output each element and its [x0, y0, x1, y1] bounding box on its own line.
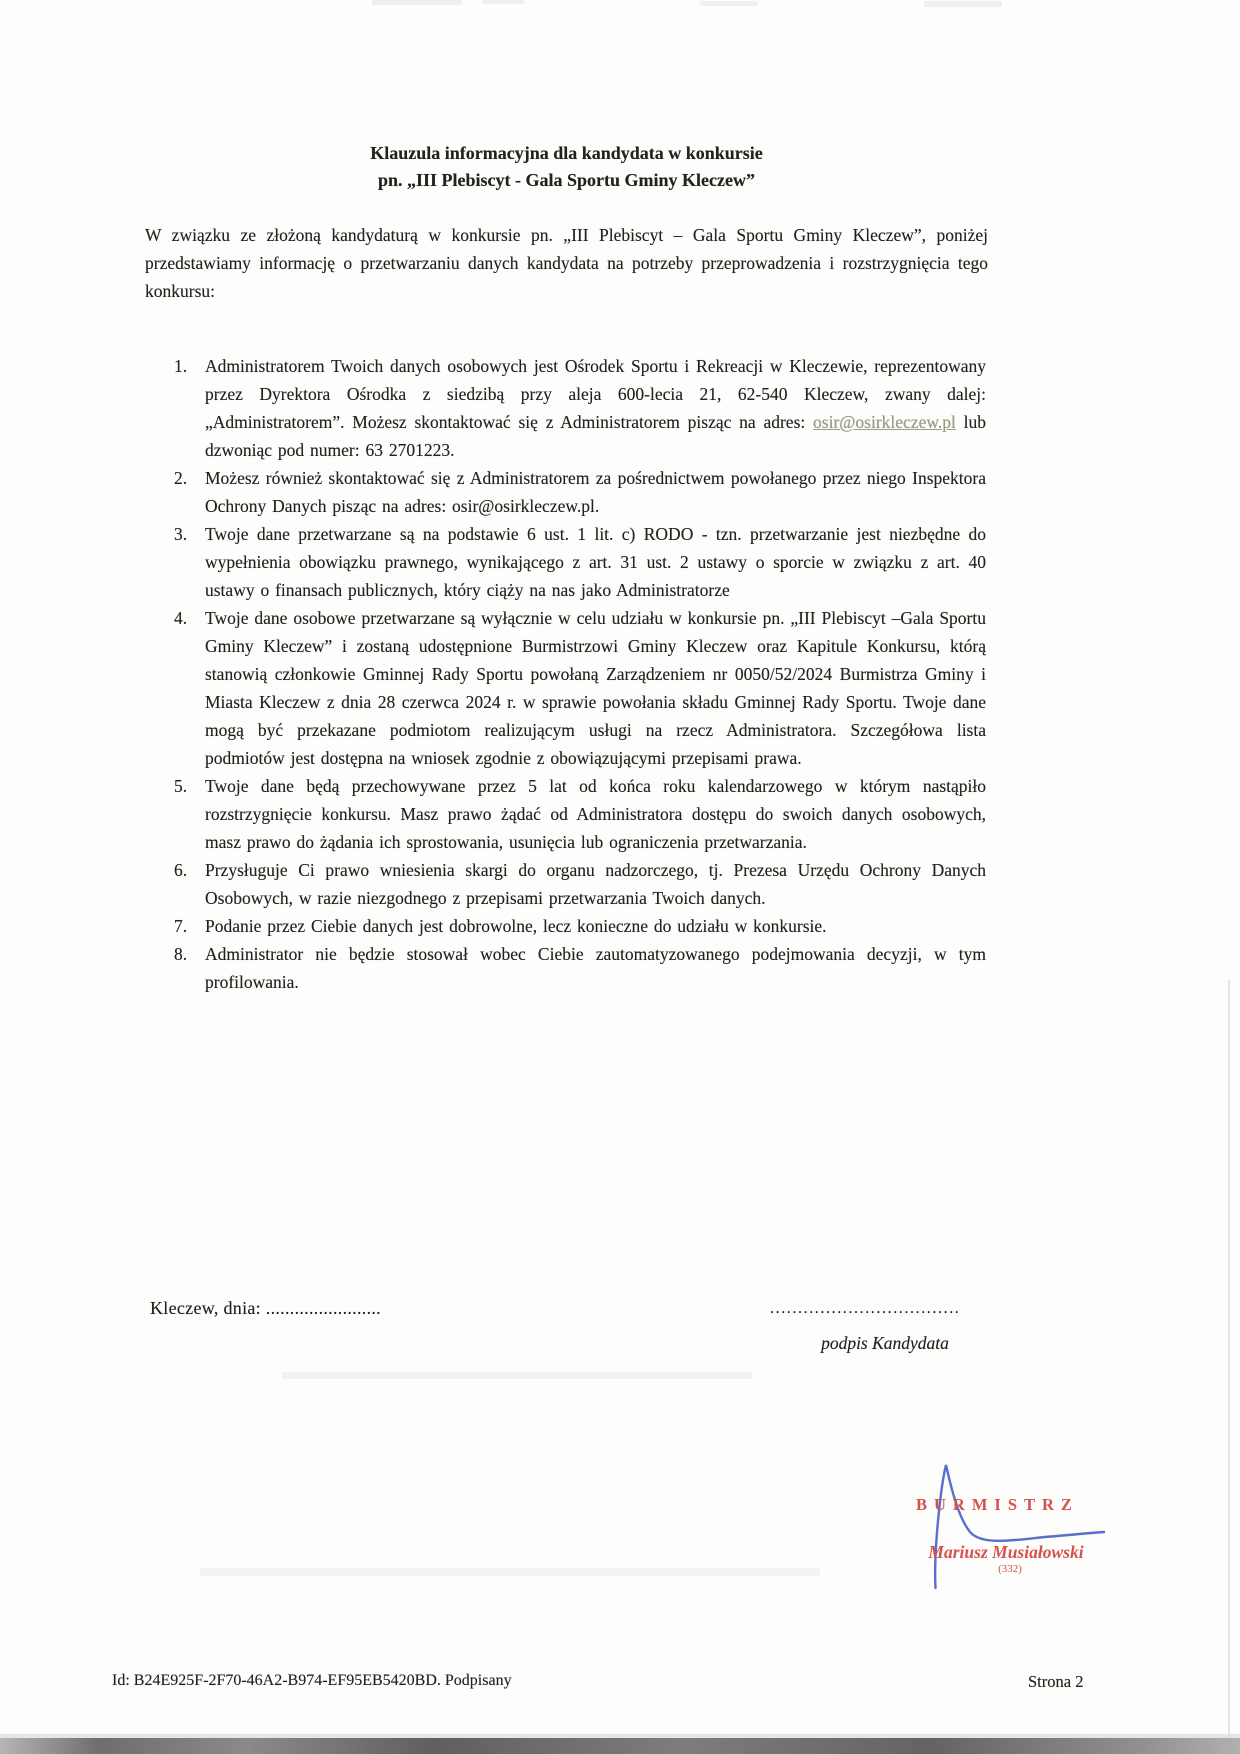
scan-edge-right	[1228, 980, 1230, 1754]
list-item-number: 2.	[174, 468, 188, 488]
scan-artifact	[372, 0, 462, 5]
list-item-text	[205, 352, 986, 464]
list-item-text: Twoje dane osobowe przetwarzane są wyłącznie w celu udziału w konkursie pn. „III Plebiscyt –Gala Sportu Gminy Kleczew” i zostaną udostępnione Burmistrzowi Gminy Kleczew oraz Kapitule Konkursu, którą stanowią członkowie Gminnej Rady Sportu powołaną Zarządzeniem nr 0050/52/2024 Burmistrza Gminy i Miasta Kleczew z dnia 28 czerwca 2024 r. w sprawie powołania składu Gminnej Rady Sportu. Twoje dane mogą być przekazane podmiotom realizującym usługi na rzecz Administratora. Szczegółowa lista podmiotów jest dostępna na wniosek zgodnie z obowiązującymi przepisami prawa.	[205, 608, 986, 768]
list-item-number: 8.	[174, 944, 188, 964]
list-item-text-before-link: Administratorem Twoich danych osobowych jest Ośrodek Sportu i Rekreacji w Kleczewie, reprezentowany przez Dyrektora Ośrodka z siedzibą przy aleja 600-lecia 21, 62-540 Kleczew, zwany dalej: „Administratorem”. Możesz skontaktować się z Administratorem pisząc na adres:	[205, 356, 986, 432]
list-item-6	[174, 856, 986, 912]
list-item-text: Podanie przez Ciebie danych jest dobrowolne, lecz konieczne do udziału w konkursie.	[205, 916, 827, 936]
list-item-1	[174, 352, 986, 464]
list-item-text: Możesz również skontaktować się z Administratorem za pośrednictwem powołanego przez niego Inspektora Ochrony Danych pisząc na adres: osir@osirkleczew.pl.	[205, 468, 986, 516]
list-item-5	[174, 772, 986, 856]
clause-list	[174, 352, 986, 996]
scan-artifact	[200, 1568, 820, 1576]
document-title-line2: pn. „III Plebiscyt - Gala Sportu Gminy Kleczew”	[378, 170, 755, 190]
list-item-number: 1.	[174, 356, 188, 376]
list-item-8	[174, 940, 986, 996]
list-item-text: Przysługuje Ci prawo wniesienia skargi do organu nadzorczego, tj. Prezesa Urzędu Ochrony Danych Osobowych, w razie niezgodnego z przepisami przetwarzania Twoich danych.	[205, 860, 986, 908]
stamp-title: BURMISTRZ	[916, 1495, 1079, 1514]
signature-dotted-line: ..................................	[770, 1300, 961, 1317]
pen-signature-stroke-icon	[900, 1455, 1115, 1600]
stamp-name: Mariusz Musiałowski	[928, 1542, 1084, 1562]
list-item-text: Twoje dane przetwarzane są na podstawie 6 ust. 1 lit. c) RODO - tzn. przetwarzanie jest niezbędne do wypełnienia obowiązku prawnego, wynikającego z art. 31 ust. 2 ustawy o sporcie w związku z art. 40 ustawy o finansach publicznych, który ciąży na nas jako Administratorze	[205, 524, 986, 600]
list-item-text: Administrator nie będzie stosował wobec Ciebie zautomatyzowanego podejmowania decyzji, w tym profilowania.	[205, 944, 986, 992]
list-item-text: Twoje dane będą przechowywane przez 5 lat od końca roku kalendarzowego w którym nastąpiło rozstrzygnięcie konkursu. Masz prawo żądać od Administratora dostępu do swoich danych osobowych, masz prawo do żądania ich sprostowania, usunięcia lub ograniczenia przetwarzania.	[205, 776, 986, 852]
list-item-number: 6.	[174, 860, 188, 880]
scan-artifact	[700, 1, 758, 6]
list-item-4	[174, 604, 986, 772]
scan-artifact	[482, 0, 524, 4]
list-item-number: 4.	[174, 608, 188, 628]
list-item-7	[174, 912, 986, 940]
list-item-number: 3.	[174, 524, 188, 544]
list-item-text-after-link: lub dzwoniąc pod numer: 63 2701223.	[205, 412, 986, 460]
scan-edge-bottom	[0, 1738, 1240, 1754]
footer-document-id: Id: B24E925F-2F70-46A2-B974-EF95EB5420BD. Podpisany	[112, 1672, 512, 1689]
footer-page-number: Strona 2	[1028, 1672, 1084, 1691]
list-item-3	[174, 520, 986, 604]
list-item-2	[174, 464, 986, 520]
document-title-line1: Klauzula informacyjna dla kandydata w konkursie	[370, 143, 763, 163]
date-line: Kleczew, dnia: ........................	[150, 1298, 381, 1318]
scan-artifact	[282, 1372, 752, 1379]
list-item-number: 5.	[174, 776, 188, 796]
scan-artifact	[924, 1, 1002, 7]
list-item-number: 7.	[174, 916, 188, 936]
mayor-stamp	[900, 1455, 1115, 1600]
email-link[interactable]: osir@osirkleczew.pl	[813, 412, 956, 432]
document-title	[145, 140, 988, 194]
signature-caption: podpis Kandydata	[821, 1333, 949, 1353]
stamp-number: (332)	[998, 1563, 1022, 1575]
intro-paragraph: W związku ze złożoną kandydaturą w konkursie pn. „III Plebiscyt – Gala Sportu Gminy Kleczew”, poniżej przedstawiamy informację o przetwarzaniu danych kandydata na potrzeby przeprowadzenia i rozstrzygnięcia tego konkursu:	[145, 225, 988, 301]
